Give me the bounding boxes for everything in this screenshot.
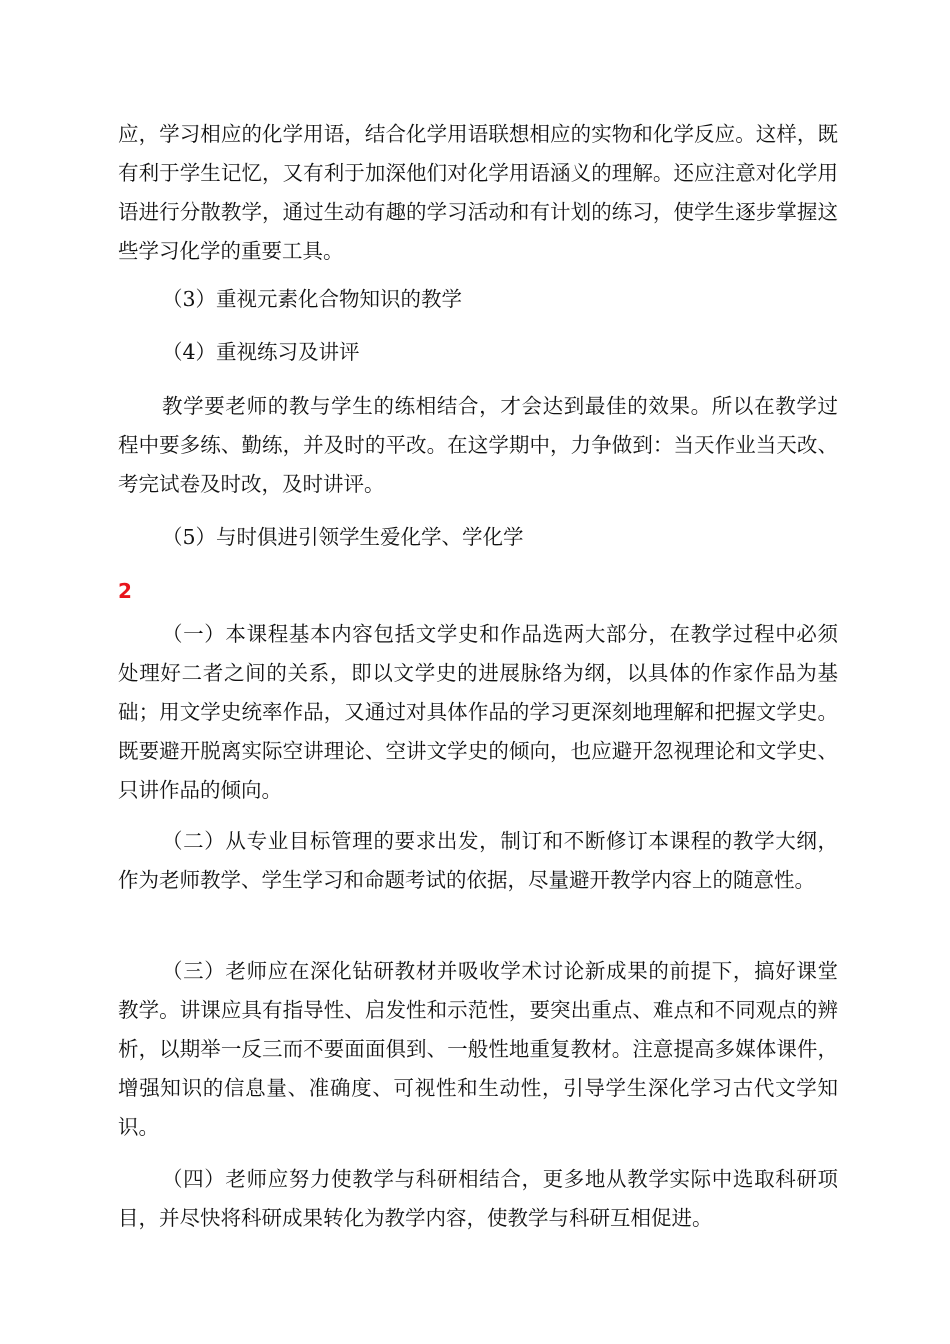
list-item-element-compounds: （3）重视元素化合物知识的教学 — [162, 287, 463, 311]
paragraph-classroom-teaching: （三）老师应在深化钻研教材并吸收学术讨论新成果的前提下，搞好课堂教学。讲课应具有指导性、启发性和示范性，要突出重点、难点和不同观点的辨析，以期举一反三而不要面面俱到、一般性地重复教材。注意提高多媒体课件，增强知识的信息量、准确度、可视性和生动性，引导学生深化学习古代文学知识。 — [118, 959, 838, 1139]
paragraph-chemistry-terms: 应，学习相应的化学用语，结合化学用语联想相应的实物和化学反应。这样，既有利于学生记忆，又有利于加深他们对化学用语涵义的理解。还应注意对化学用语进行分散教学，通过生动有趣的学习活动和有计划的练习，使学生逐步掌握这些学习化学的重要工具。 — [118, 122, 838, 263]
paragraph-teaching-practice: 教学要老师的教与学生的练相结合，才会达到最佳的效果。所以在教学过程中要多练、勤练，并及时的平改。在这学期中，力争做到：当天作业当天改、考完试卷及时改，及时讲评。 — [118, 394, 838, 496]
list-item-practice-review: （4）重视练习及讲评 — [162, 340, 360, 364]
paragraph-teaching-research: （四）老师应努力使教学与科研相结合，更多地从教学实际中选取科研项目，并尽快将科研成果转化为教学内容，使教学与科研互相促进。 — [118, 1167, 838, 1230]
paragraph-syllabus: （二）从专业目标管理的要求出发，制订和不断修订本课程的教学大纲，作为老师教学、学生学习和命题考试的依据，尽量避开教学内容上的随意性。 — [118, 829, 838, 892]
paragraph-course-content: （一）本课程基本内容包括文学史和作品选两大部分，在教学过程中必须处理好二者之间的关系，即以文学史的进展脉络为纲，以具体的作家作品为基础；用文学史统率作品，又通过对具体作品的学习更深刻地理解和把握文学史。既要避开脱离实际空讲理论、空讲文学史的倾向，也应避开忽视理论和文学史、只讲作品的倾向。 — [118, 622, 838, 802]
list-item-keep-pace: （5）与时俱进引领学生爱化学、学化学 — [162, 525, 524, 549]
section-number: 2 — [118, 579, 132, 603]
